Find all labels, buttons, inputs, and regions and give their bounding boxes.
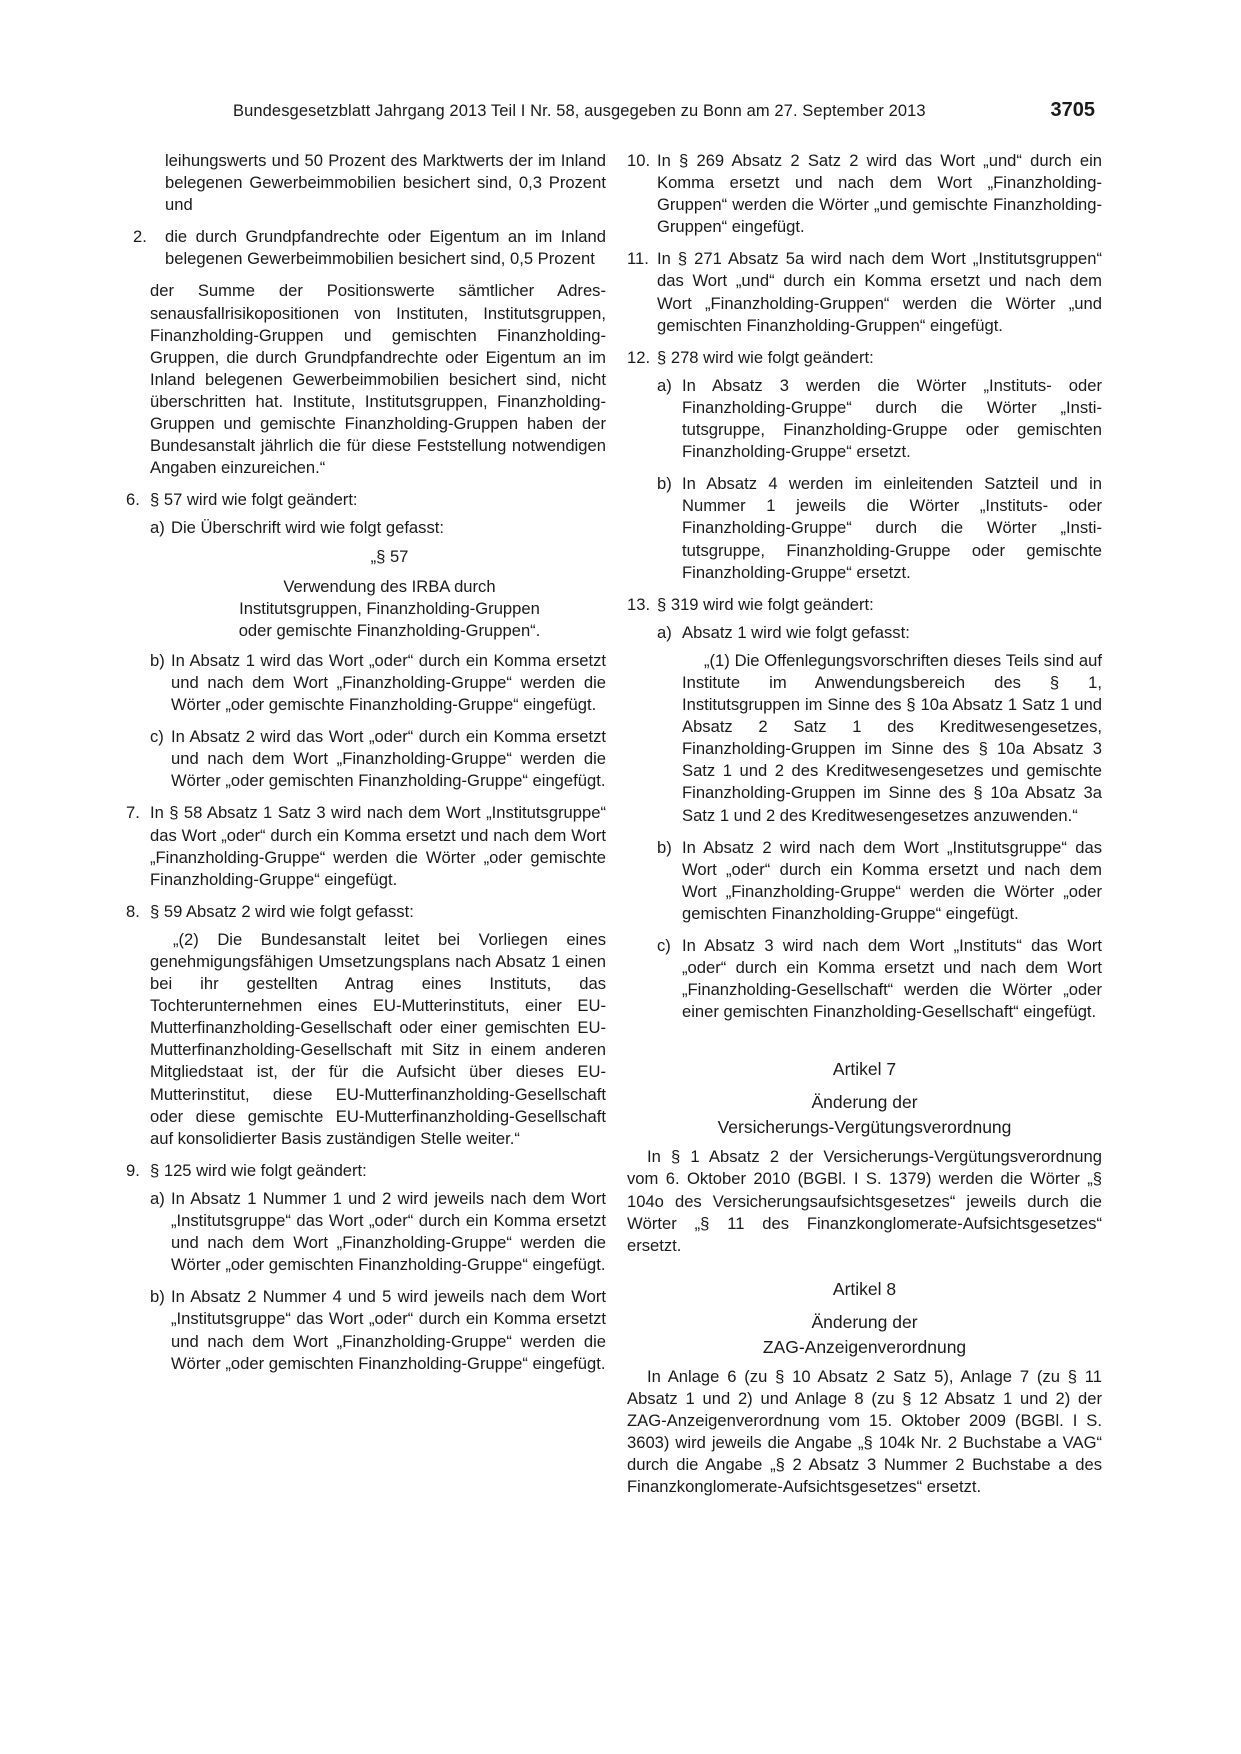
list-item-6 xyxy=(126,489,606,511)
section-title-line: oder gemischte Finanzholding-Gruppen“. xyxy=(238,620,541,640)
item-text: § 319 wird wie folgt geändert: xyxy=(657,594,874,614)
section-heading: „§ 57 xyxy=(370,546,409,566)
item-number: b) xyxy=(150,650,165,670)
article-title-line: ZAG-Anzeigenverordnung xyxy=(762,1336,967,1357)
list-item-9b xyxy=(133,1286,606,1374)
list-item-12b xyxy=(627,473,1102,583)
item-text: In Absatz 1 Nummer 1 und 2 wird jeweils nach dem Wort „Institutsgruppe“ das Wort „oder“ durch ein Komma ersetzt und nach dem Wort „Finanzholding-Gruppe“ werden die Wörter „oder gemischten Finanzholding-Gruppe“ eingefügt. xyxy=(171,1188,606,1275)
item-number: 2. xyxy=(133,227,147,247)
list-item-11 xyxy=(627,248,1102,336)
item-text: In § 269 Absatz 2 Satz 2 wird das Wort „und“ durch ein Komma ersetzt und nach dem Wort „Finanzholding-Gruppen“ werden die Wörter „und gemischte Finanzholding-Gruppen“ eingefügt. xyxy=(657,151,1102,237)
article-title-line: Änderung der xyxy=(811,1311,918,1332)
item-number: 12. xyxy=(627,347,651,367)
article-body: In § 1 Absatz 2 der Versicherungs-Vergütungsverordnung vom 6. Oktober 2010 (BGBl. I S. 1379) werden die Wörter „§ 104o des Versicherungsaufsichtsgesetzes“ jeweils durch die Wörter „§ 11 des Finanzkonglomerate-Aufsichtsgesetzes“ ersetzt. xyxy=(627,1147,1102,1255)
article-body: In Anlage 6 (zu § 10 Absatz 2 Satz 5), Anlage 7 (zu § 11 Absatz 1 und 2) und Anlage 8 (zu § 12 Absatz 1 und 2) der ZAG-Anzeigenverordnung vom 15. Oktober 2009 (BGBl. I S. 3603) wird jeweils die Angabe „§ 104k Nr. 2 Buchstabe a VAG“ durch die Angabe „§ 2 Absatz 3 Nummer 2 Buchstabe a des Finanzkonglomerate-Aufsichtsgesetzes“ ersetzt. xyxy=(627,1366,1102,1497)
article-heading: Artikel 8 xyxy=(832,1278,897,1299)
item-number: a) xyxy=(657,622,672,642)
list-item-12 xyxy=(627,347,1102,369)
list-item-7 xyxy=(126,802,606,890)
item-text: § 59 Absatz 2 wird wie folgt gefasst: xyxy=(150,901,414,921)
list-item-6c xyxy=(133,726,606,792)
list-item-13c xyxy=(627,935,1102,1023)
article-heading: Artikel 7 xyxy=(832,1059,897,1080)
header-title: Bundesgesetzblatt Jahrgang 2013 Teil I Nr. 58, ausgegeben zu Bonn am 27. September 2013 xyxy=(233,102,926,120)
running-header xyxy=(233,99,1095,130)
list-item-2 xyxy=(133,226,606,270)
item-text: In Absatz 2 Nummer 4 und 5 wird jeweils nach dem Wort „Institutsgruppe“ das Wort „oder“ durch ein Komma ersetzt und nach dem Wort „Finanzholding-Gruppe“ werden die Wörter „oder gemischten Finanzholding-Gruppe“ eingefügt. xyxy=(171,1287,606,1373)
item-number: a) xyxy=(150,1188,165,1208)
item-number: b) xyxy=(657,837,672,857)
list-item-6a xyxy=(133,517,606,539)
list-item-13a xyxy=(627,622,1102,644)
page-number: 3705 xyxy=(1050,99,1095,121)
item-number: 11. xyxy=(627,249,649,269)
item-text: In § 58 Absatz 1 Satz 3 wird nach dem Wort „Institutsgruppe“ das Wort „oder“ durch ein Komma ersetzt und nach dem Wort „Finanzholding-Gruppe“ werden die Wörter „oder gemischte Finanzholding-Gruppe“ eingefügt. xyxy=(150,803,606,889)
item-text: § 278 wird wie folgt geändert: xyxy=(657,347,874,367)
item-number: 6. xyxy=(126,490,140,510)
item-1-continuation: leihungswerts und 50 Prozent des Marktwerts der im Inland belegenen Gewerbeimmobilien besichert sind, 0,3 Prozent und xyxy=(165,151,606,215)
item-text: In Absatz 4 werden im einleitenden Satzteil und in Nummer 1 jeweils die Wörter „Instituts- oder Finanzholding-Gruppe“ durch die Wörter „Institutsgruppe, Finanzholding-Gruppe oder gemischte Finanzholding-Gruppe“ ersetzt. xyxy=(682,474,1102,582)
list-item-10 xyxy=(627,150,1102,238)
summary-paragraph: der Summe der Positionswerte sämtlicher Adressenausfallrisikopositionen von Instituten, Institutsgruppen, Finanzholding-Gruppen und gemischten Finanzholding-Gruppen, die durch Grundpfandrechte oder Eigentum an im Inland belegenen Gewerbeimmobilien besichert sind, nicht überschritten hat. Institute, Institutsgruppen, Finanzholding-Gruppen und gemischte Finanzholding-Gruppen haben der Bundesanstalt jährlich die für diese Feststellung notwendigen Angaben einzureichen.“ xyxy=(150,281,606,478)
list-item-13 xyxy=(627,594,1102,616)
item-text: § 125 wird wie folgt geändert: xyxy=(150,1160,367,1180)
item-number: 13. xyxy=(627,594,651,614)
item-text: In § 271 Absatz 5a wird nach dem Wort „Institutsgruppen“ das Wort „und“ durch ein Komma ersetzt und nach dem Wort „Finanzholding-Gruppen“ werden die Wörter „und gemischten Finanzholding-Gruppen“ eingefügt. xyxy=(657,249,1102,335)
item-text: In Absatz 1 wird das Wort „oder“ durch ein Komma ersetzt und nach dem Wort „Finanzholding-Gruppe“ werden die Wörter „oder gemischte Finanzholding-Gruppe“ eingefügt. xyxy=(171,650,606,715)
item-text: In Absatz 3 wird nach dem Wort „Instituts“ das Wort „oder“ durch ein Komma ersetzt und nach dem Wort „Finanzholding-Gesellschaft“ werden die Wörter „oder einer gemischten Finanzholding-Gesellschaft“ eingefügt. xyxy=(682,936,1102,1022)
section-title-line: Verwendung des IRBA durch xyxy=(283,576,496,596)
item-number: b) xyxy=(150,1287,165,1307)
item-number: 7. xyxy=(126,803,140,823)
item-text: In Absatz 2 wird nach dem Wort „Institutsgruppe“ das Wort „oder“ durch ein Komma ersetzt und nach dem Wort „Finanzholding-Gruppe“ werden die Wörter „oder gemischten Finanzholding-Gruppe“ eingefügt. xyxy=(682,837,1102,923)
item-number: 9. xyxy=(126,1160,140,1180)
item-text: § 57 wird wie folgt geändert: xyxy=(150,490,358,510)
list-item-13b xyxy=(627,837,1102,925)
list-item-8 xyxy=(126,901,606,923)
section-title-line: Institutsgruppen, Finanzholding-Gruppen xyxy=(239,598,540,618)
article-title-line: Versicherungs-Vergütungsverordnung xyxy=(717,1117,1012,1138)
left-column xyxy=(126,150,606,1385)
item-text: Absatz 1 wird wie folgt gefasst: xyxy=(682,622,910,642)
item-number: b) xyxy=(657,474,672,494)
item-number: a) xyxy=(150,518,165,538)
item-number: 8. xyxy=(126,901,140,921)
item-text: Die Überschrift wird wie folgt gefasst: xyxy=(171,518,444,538)
list-item-9 xyxy=(126,1160,606,1182)
list-item-9a xyxy=(133,1188,606,1276)
quoted-paragraph: „(1) Die Offenlegungsvorschriften dieses Teils sind auf Institute im Anwendungsbereich des § 1, Institutsgruppen im Sinne des § 10a Absatz 1 Satz 1 und Absatz 2 Satz 1 des Kreditwesengesetzes, Finanzholding-Gruppen im Sinne des § 10a Absatz 3 Satz 1 und 2 des Kreditwesengesetzes und gemischte Finanzholding-Gruppen im Sinne des § 10a Absatz 3a Satz 1 und 2 des Kreditwesengesetzes anzuwenden.“ xyxy=(682,650,1102,825)
right-column xyxy=(627,150,1102,1508)
list-item-12a xyxy=(627,375,1102,463)
item-text: die durch Grundpfandrechte oder Eigentum an im Inland belegenen Gewerbeimmobilien besichert sind, 0,5 Prozent xyxy=(165,227,606,269)
item-text: In Absatz 2 wird das Wort „oder“ durch ein Komma ersetzt und nach dem Wort „Finanzholding-Gruppe“ werden die Wörter „oder gemischten Finanzholding-Gruppe“ eingefügt. xyxy=(171,727,606,791)
item-number: c) xyxy=(657,936,671,955)
item-number: 10. xyxy=(627,151,651,170)
item-text: In Absatz 3 werden die Wörter „Instituts- oder Finanzholding-Gruppe“ durch die Wörter „Institutsgruppe, Finanzholding-Gruppe oder gemischten Finanzholding-Gruppe“ ersetzt. xyxy=(682,375,1102,462)
article-title-line: Änderung der xyxy=(811,1092,918,1113)
list-item-6b xyxy=(133,650,606,716)
item-number: a) xyxy=(657,375,672,395)
item-number: c) xyxy=(150,727,164,747)
quoted-paragraph: „(2) Die Bundesanstalt leitet bei Vorliegen eines genehmigungsfähigen Umsetzungsplans nach Absatz 1 einen bei ihr gestellten Antrag eines Instituts, das Tochterunternehmen eines EU-Mutterinstituts, einer EU-Mutterfinanzholding-Gesellschaft oder einer gemischten EU-Mutterfinanzholding-Gesellschaft mit Sitz in einem anderen Mitgliedstaat ist, der für die Aufsicht über dieses EU-Mutterinstitut, diese EU-Mutterfinanzholding-Gesellschaft oder diese gemischte EU-Mutterfinanzholding-Gesellschaft auf konsolidierter Basis zuständigen Stelle weiter.“ xyxy=(150,929,606,1148)
section-heading-block xyxy=(133,546,606,642)
